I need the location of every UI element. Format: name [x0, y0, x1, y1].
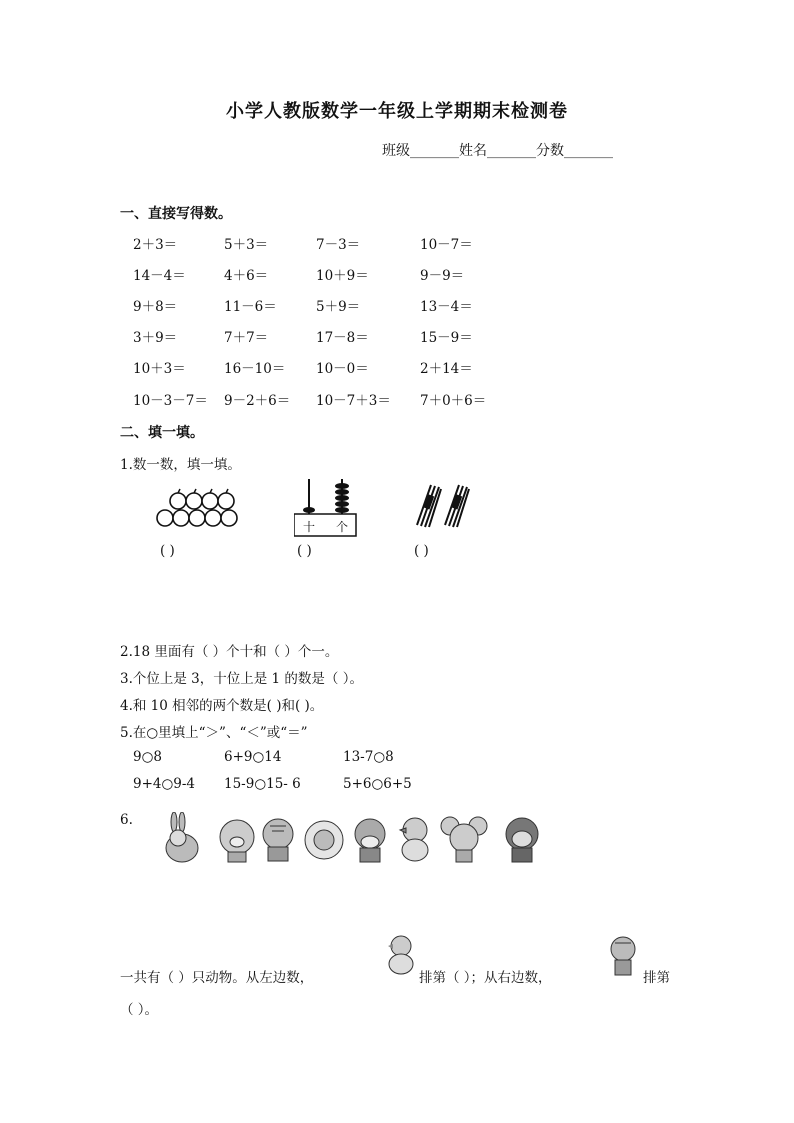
calc-item: 10＋9＝	[316, 268, 369, 284]
calc-item: 9－9＝	[420, 268, 465, 284]
answer-blank[interactable]: ( )	[297, 543, 312, 559]
compare-item: 9○8	[133, 749, 162, 765]
question-1: 1.数一数，填一填。	[120, 457, 241, 473]
calc-item: 16－10＝	[224, 361, 286, 377]
tiger-icon	[263, 819, 293, 861]
calc-item: 9－2＋6＝	[224, 393, 291, 409]
calc-item: 3＋9＝	[133, 330, 178, 346]
calc-item: 4＋6＝	[224, 268, 269, 284]
mouse-icon	[441, 817, 487, 862]
animal-row	[160, 812, 555, 870]
abacus-icon	[294, 474, 358, 544]
answer-blank[interactable]: ( )	[414, 543, 429, 559]
question-4: 4.和 10 相邻的两个数是( )和( )。	[120, 698, 324, 714]
monkey-icon	[506, 818, 538, 862]
sheep-icon	[305, 821, 343, 859]
question-5: 5.在○里填上“＞”、“＜”或“＝”	[120, 725, 308, 741]
question-6-part1: 一共有（ ）只动物。从左边数，	[120, 970, 314, 986]
calc-item: 5＋9＝	[316, 299, 361, 315]
compare-item: 6+9○14	[224, 749, 282, 765]
chick-icon	[400, 818, 428, 861]
pig-icon	[220, 820, 254, 862]
calc-item: 2＋3＝	[133, 237, 178, 253]
calc-item: 5＋3＝	[224, 237, 269, 253]
calc-item: 7＋0＋6＝	[420, 393, 487, 409]
calc-item: 2＋14＝	[420, 361, 473, 377]
calc-item: 10＋3＝	[133, 361, 186, 377]
section-1-heading: 一、直接写得数。	[120, 206, 232, 222]
calc-item: 9＋8＝	[133, 299, 178, 315]
calc-item: 10－0＝	[316, 361, 369, 377]
calc-item: 13－4＝	[420, 299, 473, 315]
question-6-part3: 排第	[643, 970, 670, 986]
question-6-number: 6.	[120, 812, 133, 828]
student-info-line: 班级_______姓名_______分数_______	[382, 143, 613, 159]
tiger-icon	[605, 934, 641, 982]
page-title: 小学人教版数学一年级上学期期末检测卷	[226, 101, 568, 122]
rabbit-icon	[166, 812, 198, 862]
abacus-tens-label: 十	[303, 520, 316, 534]
compare-item: 9+4○9-4	[133, 776, 196, 792]
cow-icon	[355, 819, 385, 862]
question-2: 2.18 里面有（ ）个十和（ ）个一。	[120, 644, 339, 660]
calc-item: 7＋7＝	[224, 330, 269, 346]
section-2-heading: 二、填一填。	[120, 425, 204, 441]
apple-group-icon	[155, 487, 245, 537]
calc-item: 7－3＝	[316, 237, 361, 253]
calc-item: 11－6＝	[224, 299, 277, 315]
compare-item: 5+6○6+5	[343, 776, 412, 792]
question-6-part2: 排第（ ）；从右边数，	[419, 970, 552, 986]
question-3: 3.个位上是 3，十位上是 1 的数是（ ）。	[120, 671, 363, 687]
compare-item: 15-9○15- 6	[224, 776, 301, 792]
chick-icon	[384, 934, 418, 980]
calc-item: 14－4＝	[133, 268, 186, 284]
question-6-part4: （ ）。	[120, 1002, 159, 1018]
calc-item: 17－8＝	[316, 330, 369, 346]
stick-bundle-icon	[413, 481, 475, 533]
calc-item: 10－7＋3＝	[316, 393, 391, 409]
calc-item: 10－3－7＝	[133, 393, 208, 409]
compare-item: 13-7○8	[343, 749, 394, 765]
calc-item: 15－9＝	[420, 330, 473, 346]
abacus-ones-label: 个	[336, 520, 349, 534]
answer-blank[interactable]: ( )	[160, 543, 175, 559]
calc-item: 10－7＝	[420, 237, 473, 253]
